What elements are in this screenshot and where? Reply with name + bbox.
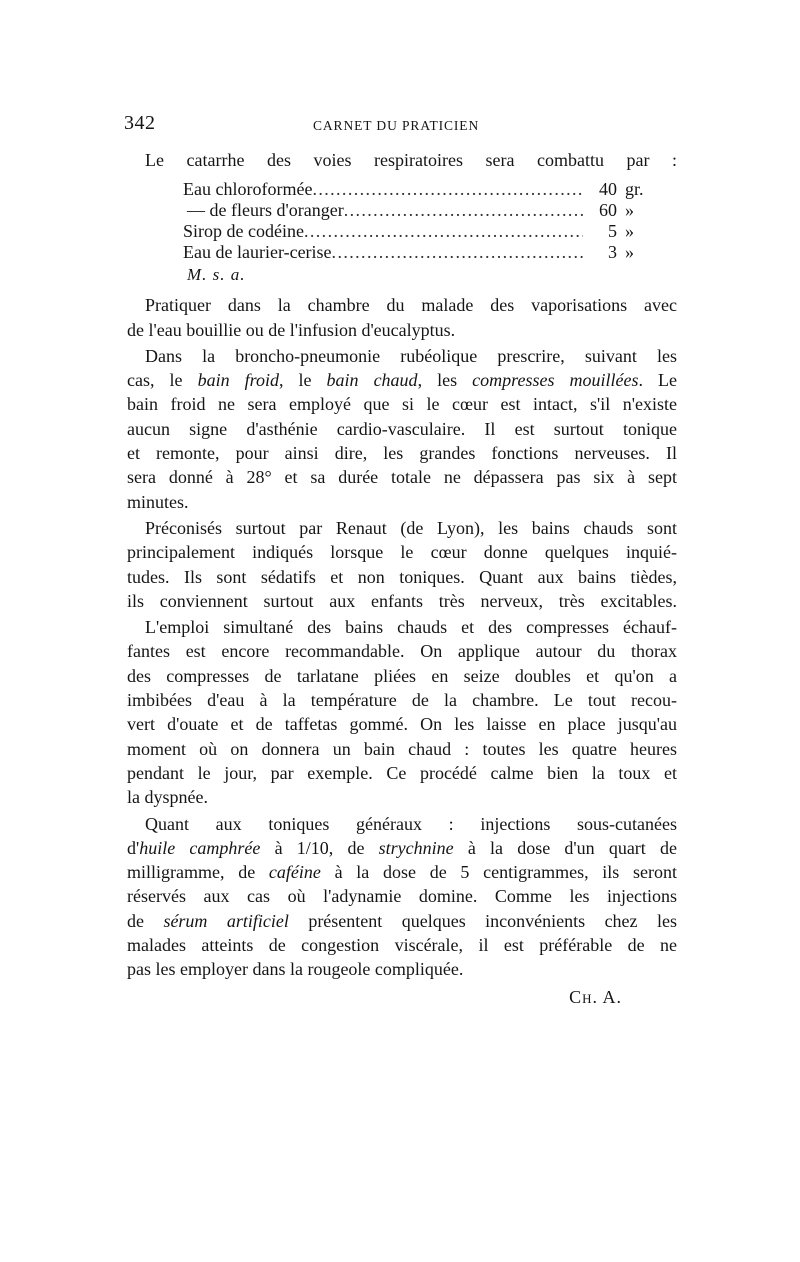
ingredient-name: Eau de laurier-cerise (183, 242, 332, 263)
paragraph-vaporisations (127, 293, 677, 342)
text-line: tudes. Ils sont sédatifs et non toniques. Quant aux bains tièdes, (127, 566, 677, 587)
text-span: cas, le (127, 370, 198, 391)
text-line: Dans la broncho-pneumonie rubéolique prescrire, suivant les (145, 345, 677, 366)
text-line: pas les employer dans la rougeole compliquée. (127, 959, 464, 980)
paragraph-toniques (127, 812, 677, 982)
ingredient-quantity: 5 (608, 221, 617, 242)
text-line (127, 368, 677, 392)
text-line: Pratiquer dans la chambre du malade des vaporisations avec (145, 295, 677, 316)
text-line: pendant le jour, par exemple. Ce procédé calme bien la toux et (127, 762, 677, 783)
ingredient-name: Sirop de codéine (183, 221, 304, 242)
text-line: réservés aux cas où l'adynamie domine. Comme les injections (127, 886, 677, 907)
author-signature: Ch. A. (569, 986, 622, 1007)
emphasis-text: sérum artificiel (163, 910, 289, 931)
ingredient-unit: » (625, 242, 634, 263)
text-span: d' (127, 837, 140, 858)
text-line: des compresses de tarlatane pliées en seize doubles et qu'on a (127, 665, 677, 686)
paragraph-bains (127, 344, 677, 514)
prescription (183, 179, 653, 287)
running-head: CARNET DU PRATICIEN (313, 118, 480, 133)
text-line: Quant aux toniques généraux : injections sous-cutanées (145, 813, 677, 834)
text-line: ils conviennent surtout aux enfants très nerveux, très excitables. (127, 590, 677, 611)
ingredient-name: Eau chloroformée (183, 179, 313, 200)
emphasis-text: strychnine (378, 837, 454, 858)
text-span: , le (278, 370, 327, 391)
text-line: de l'eau bouillie ou de l'infusion d'eucalyptus. (127, 319, 456, 340)
leader-dots (344, 200, 583, 221)
text-line: L'emploi simultané des bains chauds et des compresses échauf- (145, 617, 677, 638)
text-span: à la dose d'un quart de (453, 837, 677, 858)
leader-dots (304, 221, 583, 242)
ingredient-quantity: 3 (608, 242, 617, 263)
page-number: 342 (124, 112, 156, 134)
leader-dots (312, 179, 583, 200)
page-body (127, 148, 677, 1010)
emphasis-text: compresses mouillées (472, 370, 639, 391)
intro-line: Le catarrhe des voies respiratoires sera combattu par : (145, 150, 677, 170)
text-span: présentent quelques inconvénients chez les (288, 910, 677, 931)
text-span: de (127, 910, 164, 931)
text-line: vert d'ouate et de taffetas gommé. On les laisse en place jusqu'au (127, 714, 677, 735)
text-line: Préconisés surtout par Renaut (de Lyon), les bains chauds sont (145, 517, 677, 538)
text-line: la dyspnée. (127, 787, 208, 808)
text-span: à 1/10, de (260, 837, 379, 858)
text-line: fantes est encore recommandable. On applique autour du thorax (127, 641, 677, 662)
leader-dots (332, 242, 583, 263)
text-span: . Le (638, 370, 678, 391)
text-line (127, 909, 677, 933)
text-span: à la dose de 5 centigrammes, ils seront (320, 862, 678, 883)
emphasis-text: bain froid (197, 370, 279, 391)
text-line: malades atteints de congestion viscérale, il est préférable de ne (127, 935, 677, 956)
text-line: aucun signe d'asthénie cardio-vasculaire. Il est surtout tonique (127, 418, 677, 439)
emphasis-text: caféine (268, 862, 321, 883)
text-span: milligramme, de (127, 862, 269, 883)
text-line (127, 860, 677, 884)
ingredient-quantity: 40 (599, 179, 617, 200)
paragraph-compresses (127, 615, 677, 809)
prescription-item (183, 221, 653, 242)
text-line: sera donné à 28° et sa durée totale ne dépassera pas six à sept (127, 467, 677, 488)
ingredient-unit: gr. (625, 179, 644, 200)
prescription-item (183, 242, 653, 263)
ingredient-quantity: 60 (599, 200, 617, 221)
text-line: minutes. (127, 491, 189, 512)
ingredient-name: — de fleurs d'oranger (187, 200, 344, 221)
prescription-instruction: M. s. a. (187, 265, 246, 285)
page-header (0, 112, 800, 138)
text-line: principalement indiqués lorsque le cœur donne quelques inquié- (127, 542, 677, 563)
ingredient-unit: » (625, 200, 634, 221)
text-line: imbibées d'eau à la température de la chambre. Le tout recou- (127, 690, 677, 711)
emphasis-text: bain chaud (326, 370, 418, 391)
prescription-item (183, 179, 653, 200)
text-line (127, 836, 677, 860)
text-span: , les (417, 370, 473, 391)
emphasis-text: huile camphrée (139, 837, 261, 858)
text-line: moment où on donnera un bain chaud : toutes les quatre heures (127, 738, 677, 759)
text-line: bain froid ne sera employé que si le cœur est intact, s'il n'existe (127, 394, 677, 415)
paragraph-bains-chauds (127, 516, 677, 613)
prescription-item (183, 200, 653, 221)
ingredient-unit: » (625, 221, 634, 242)
text-line: et remonte, pour ainsi dire, les grandes fonctions nerveuses. Il (127, 443, 677, 464)
